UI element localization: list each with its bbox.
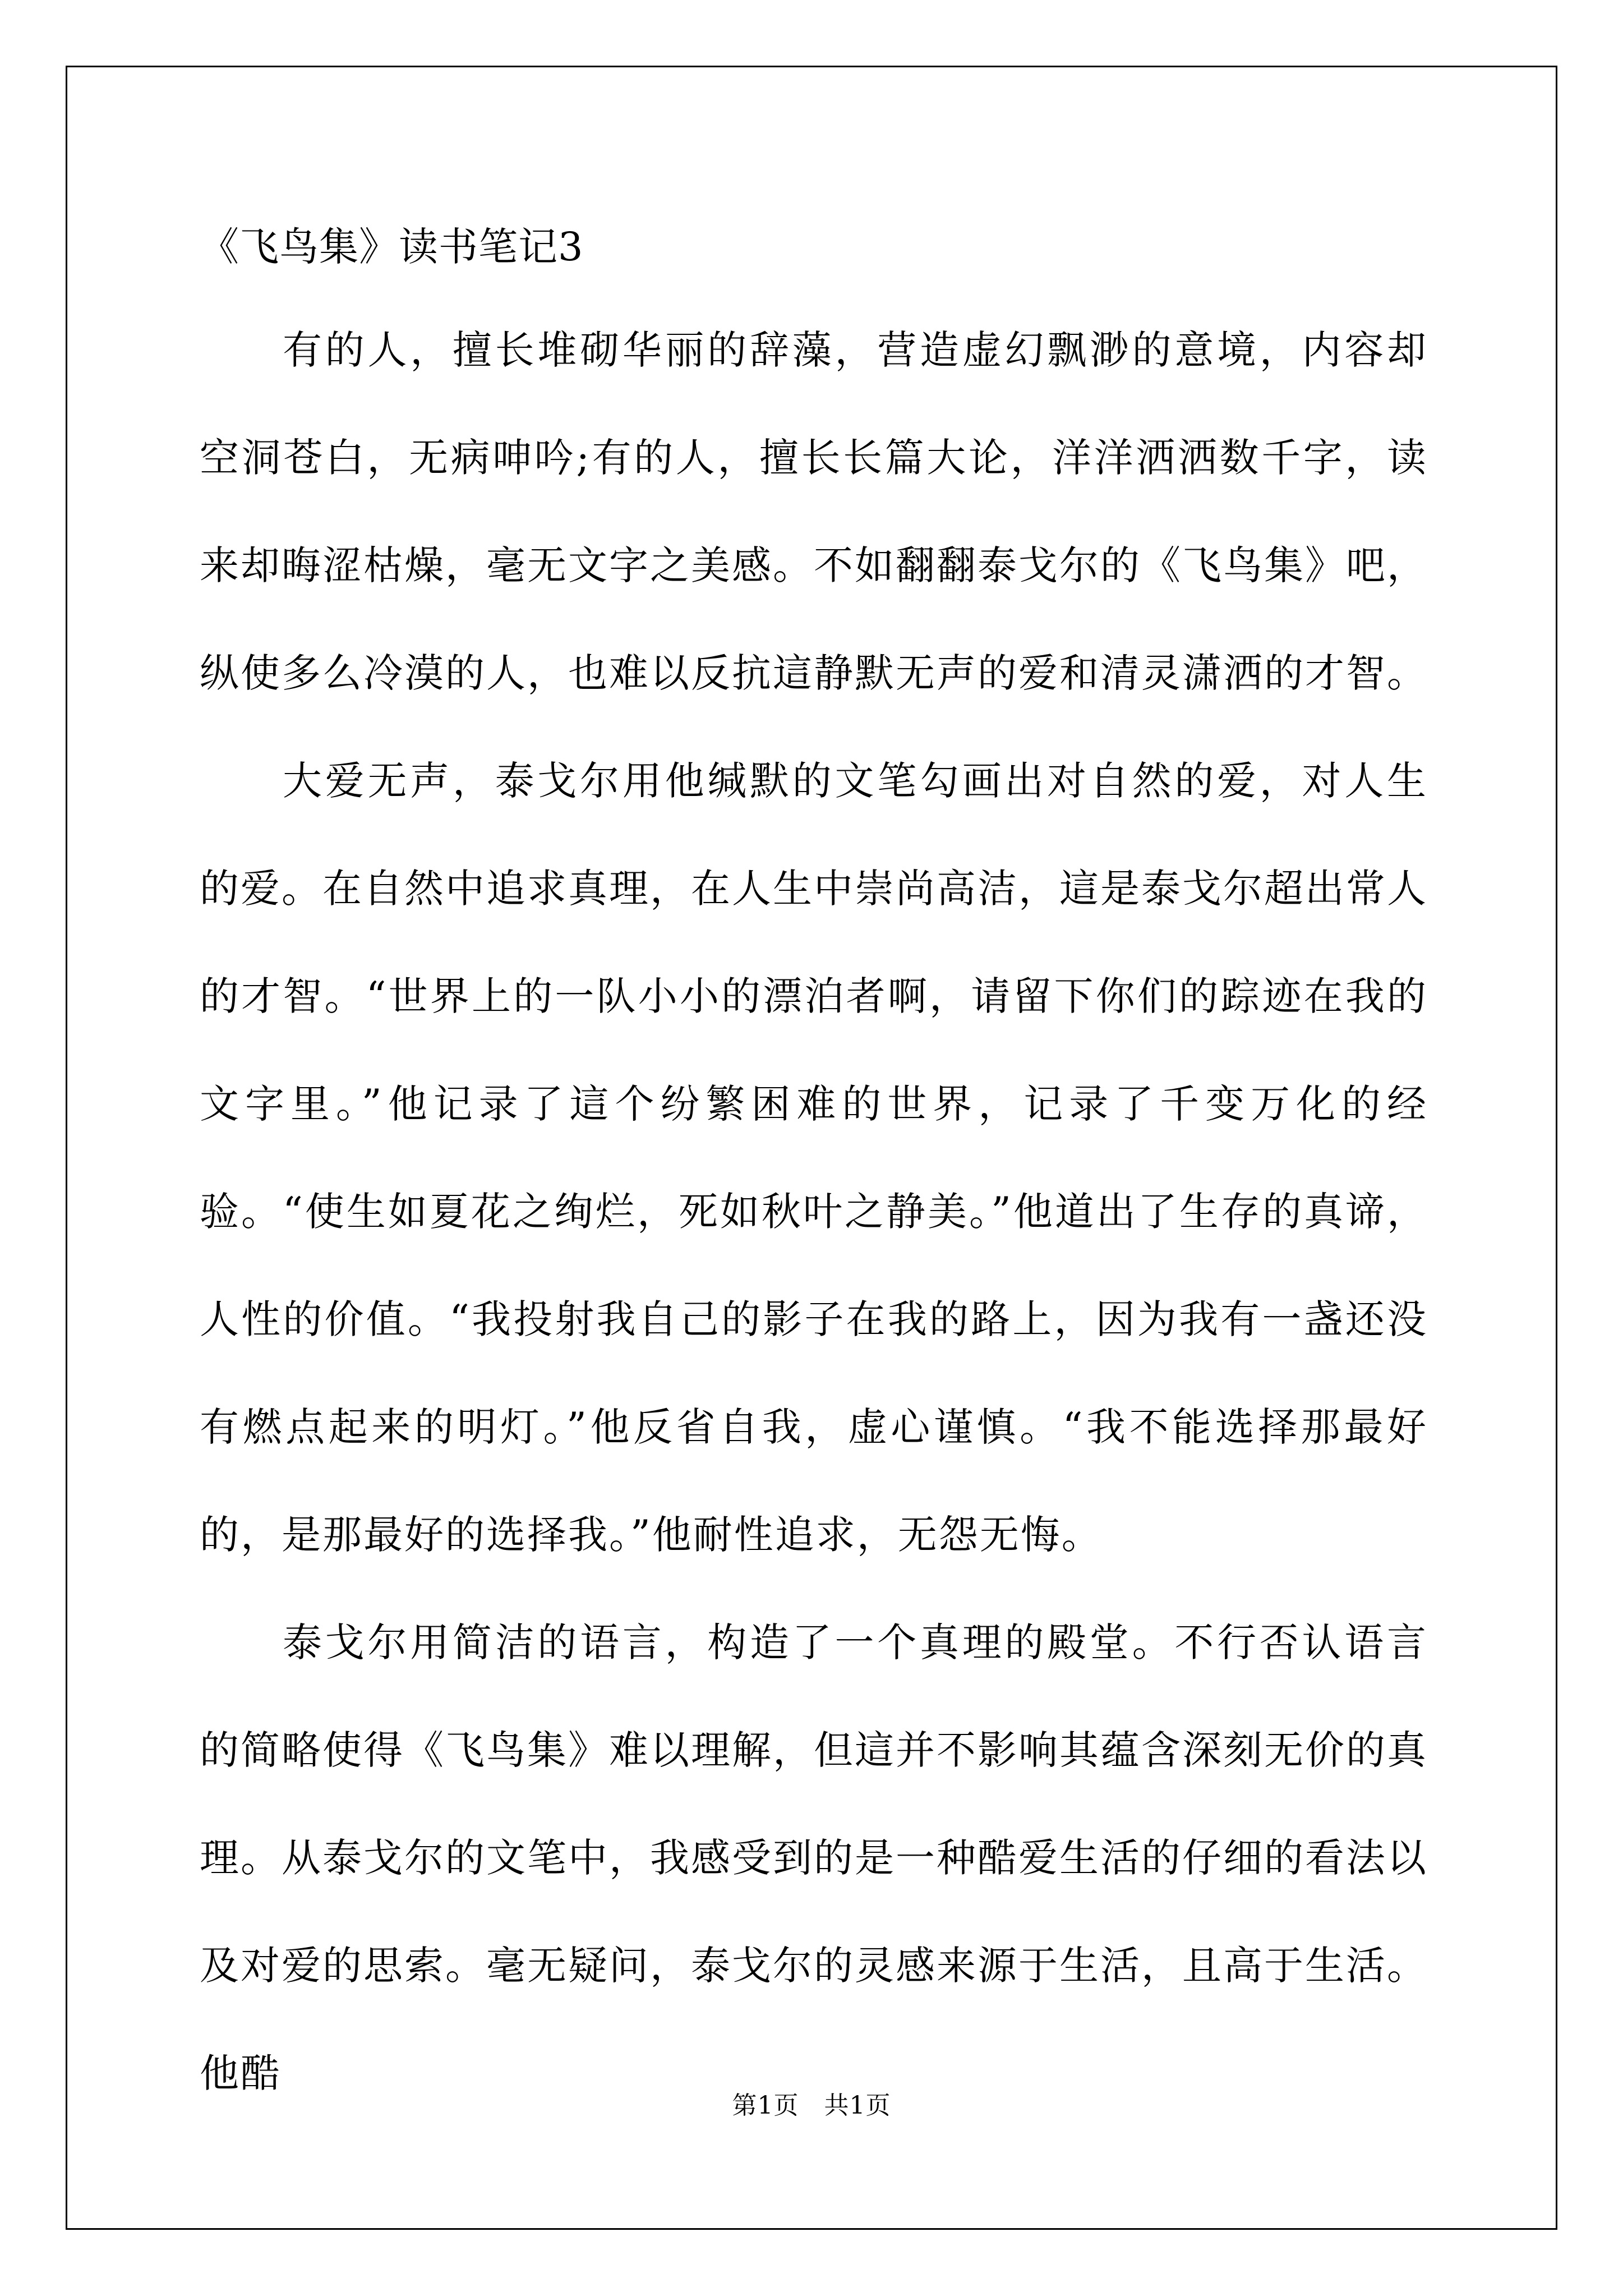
- page-footer: 第1页 共1页: [732, 2091, 891, 2120]
- paragraph-1: 有的人，擅长堆砌华丽的辞藻，营造虚幻飘渺的意境，内容却空洞苍白，无病呻吟;有的人，擅长长篇大论，洋洋洒洒数千字，读来却晦涩枯燥，毫无文字之美感。不如翻翻泰戈尔的《飞鸟集》吧，纵使多么冷漠的人，也难以反抗這静默无声的爱和清灵潇洒的才智。: [200, 327, 1428, 696]
- paragraph-2: 大爱无声，泰戈尔用他缄默的文笔勾画出对自然的爱，对人生的爱。在自然中追求真理，在人生中崇尚高洁，這是泰戈尔超出常人的才智。“世界上的一队小小的漂泊者啊，请留下你们的踪迹在我的文字里。”他记录了這个纷繁困难的世界，记录了千变万化的经验。“使生如夏花之绚烂，死如秋叶之静美。”他道出了生存的真谛，人性的价值。“我投射我自己的影子在我的路上，因为我有一盏还没有燃点起来的明灯。”他反省自我，虚心谨慎。“我不能选择那最好的，是那最好的选择我。”他耐性追求，无怨无悔。: [200, 758, 1428, 1558]
- document-title: 《飞鸟集》读书笔记3: [200, 224, 584, 270]
- document-body: [200, 222, 1428, 2127]
- paragraph-3: 泰戈尔用简洁的语言，构造了一个真理的殿堂。不行否认语言的简略使得《飞鸟集》难以理解，但這并不影响其蕴含深刻无价的真理。从泰戈尔的文笔中，我感受到的是一种酷爱生活的仔细的看法以及对爱的思索。毫无疑问，泰戈尔的灵感来源于生活，且高于生活。他酷: [200, 1619, 1428, 2096]
